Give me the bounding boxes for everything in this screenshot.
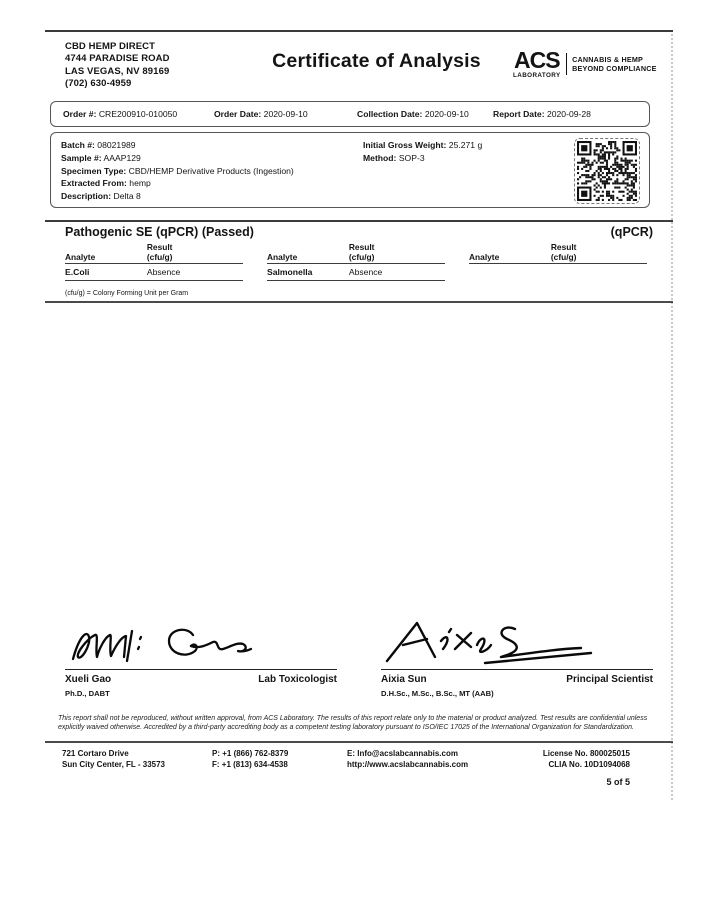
footer-phone: P: +1 (866) 762-8379 (212, 748, 289, 758)
logo-divider (566, 53, 568, 75)
result-header: Result (cfu/g) (146, 242, 173, 262)
report-date: Report Date: 2020-09-28 (493, 109, 591, 120)
footer-email: E: Info@acslabcannabis.com (347, 748, 458, 758)
footer-lab-address: 721 Cortaro Drive Sun City Center, FL - 33573 (62, 748, 165, 770)
client-address-line2: LAS VEGAS, NV 89169 (65, 65, 170, 77)
analyte-name: E.Coli (65, 267, 90, 278)
signer-name: Xueli Gao (65, 673, 112, 685)
batch-number: Batch #: 08021989 (61, 140, 136, 151)
footer-phone-fax (212, 748, 347, 771)
footer-website: http://www.acslabcannabis.com (347, 760, 469, 770)
sample-info-box (50, 132, 650, 208)
signature-aixia-sun (381, 621, 653, 667)
signer-name-row (65, 674, 337, 685)
acs-logo-text: ACS (514, 47, 560, 73)
certificate-page (45, 31, 673, 787)
logo-tagline-line1: CANNABIS & HEMP (572, 55, 644, 65)
analyte-name: Salmonella (267, 267, 313, 278)
signatures (45, 621, 673, 698)
method: Method: SOP-3 (363, 152, 425, 163)
acs-laboratory-logo (513, 49, 673, 79)
table-row (65, 264, 243, 281)
signer-name-row (381, 674, 653, 685)
signature-xueli-gao (65, 621, 337, 667)
qr-finder-top-left (577, 141, 591, 155)
signer-credentials: Ph.D., DABT (65, 688, 110, 698)
results-column-group-2 (267, 243, 445, 281)
results-column-group-3 (469, 243, 647, 281)
page-title: Certificate of Analysis (272, 50, 481, 72)
client-letterhead (45, 41, 240, 90)
signer-title: Principal Scientist (566, 673, 653, 685)
header (45, 41, 673, 90)
analyte-header: Analyte (469, 251, 500, 262)
footer-license-info (522, 748, 630, 771)
analyte-result: Absence (146, 267, 181, 278)
signer-title: Lab Toxicologist (258, 673, 337, 685)
signature-block-principal-scientist (381, 621, 653, 698)
client-company: CBD HEMP DIRECT (65, 41, 155, 52)
description: Description: Delta 8 (61, 191, 141, 201)
section-title: Pathogenic SE (qPCR) (Passed) (65, 225, 254, 240)
results-table (45, 239, 673, 281)
signature-block-lab-toxicologist (65, 621, 337, 698)
table-header (267, 243, 445, 264)
result-header: Result (cfu/g) (348, 242, 375, 262)
qr-code (574, 138, 640, 204)
table-row (267, 264, 445, 281)
collection-date: Collection Date: 2020-09-10 (357, 109, 469, 120)
initial-gross-weight: Initial Gross Weight: 25.271 g (363, 140, 483, 151)
order-number: Order #: CRE200910-010050 (63, 109, 178, 120)
footer-contact-web (347, 748, 522, 771)
table-header (65, 243, 243, 264)
footer (45, 743, 673, 771)
qr-finder-top-right (623, 141, 637, 155)
qr-finder-bottom-left (577, 187, 591, 201)
result-header: Result (cfu/g) (550, 242, 577, 262)
order-date: Order Date: 2020-09-10 (214, 109, 308, 120)
table-header (469, 243, 647, 264)
sample-number: Sample #: AAAP129 (61, 152, 141, 163)
acs-logo-wordmark (513, 49, 561, 79)
signer-credentials: D.H.Sc., M.Sc., B.Sc., MT (AAB) (381, 688, 494, 698)
footer-license: License No. 800025015 (542, 748, 630, 758)
table-row-empty (469, 264, 647, 280)
specimen-type: Specimen Type: CBD/HEMP Derivative Products (Ingestion) (61, 165, 294, 176)
section-method-label: (qPCR) (610, 225, 653, 240)
blank-space (45, 303, 673, 621)
logo-tagline (572, 55, 656, 73)
footer-clia: CLIA No. 10D1094068 (548, 760, 630, 770)
client-phone: (702) 630-4959 (65, 77, 132, 89)
client-address-line1: 4744 PARADISE ROAD (65, 53, 170, 65)
sample-info-right-column (363, 139, 482, 164)
analyte-result: Absence (348, 267, 383, 278)
results-column-group-1 (65, 243, 243, 281)
acs-logo-subtext: LABORATORY (513, 72, 561, 79)
page-number: 5 of 5 (606, 776, 630, 787)
legal-disclaimer: This report shall not be reproduced, without written approval, from ACS Laboratory. The results of this report relate only to the material or product analyzed. Test results are confidential unless explicitly waived otherwise. Accredited by a third-party accrediting body as a competent testing laboratory pursuant to ISO/IEC 17025 of the International Organization for Standardization. (58, 714, 648, 731)
extracted-from: Extracted From: hemp (61, 178, 151, 189)
section-header (45, 222, 673, 239)
logo-tagline-line2: BEYOND COMPLIANCE (572, 64, 657, 74)
footer-fax: F: +1 (813) 634-4538 (212, 760, 288, 770)
table-footnote: (cfu/g) = Colony Forming Unit per Gram (65, 290, 189, 298)
analyte-header: Analyte (65, 251, 96, 262)
signer-name: Aixia Sun (381, 673, 427, 685)
order-info-box (50, 101, 650, 127)
analyte-header: Analyte (267, 251, 298, 262)
